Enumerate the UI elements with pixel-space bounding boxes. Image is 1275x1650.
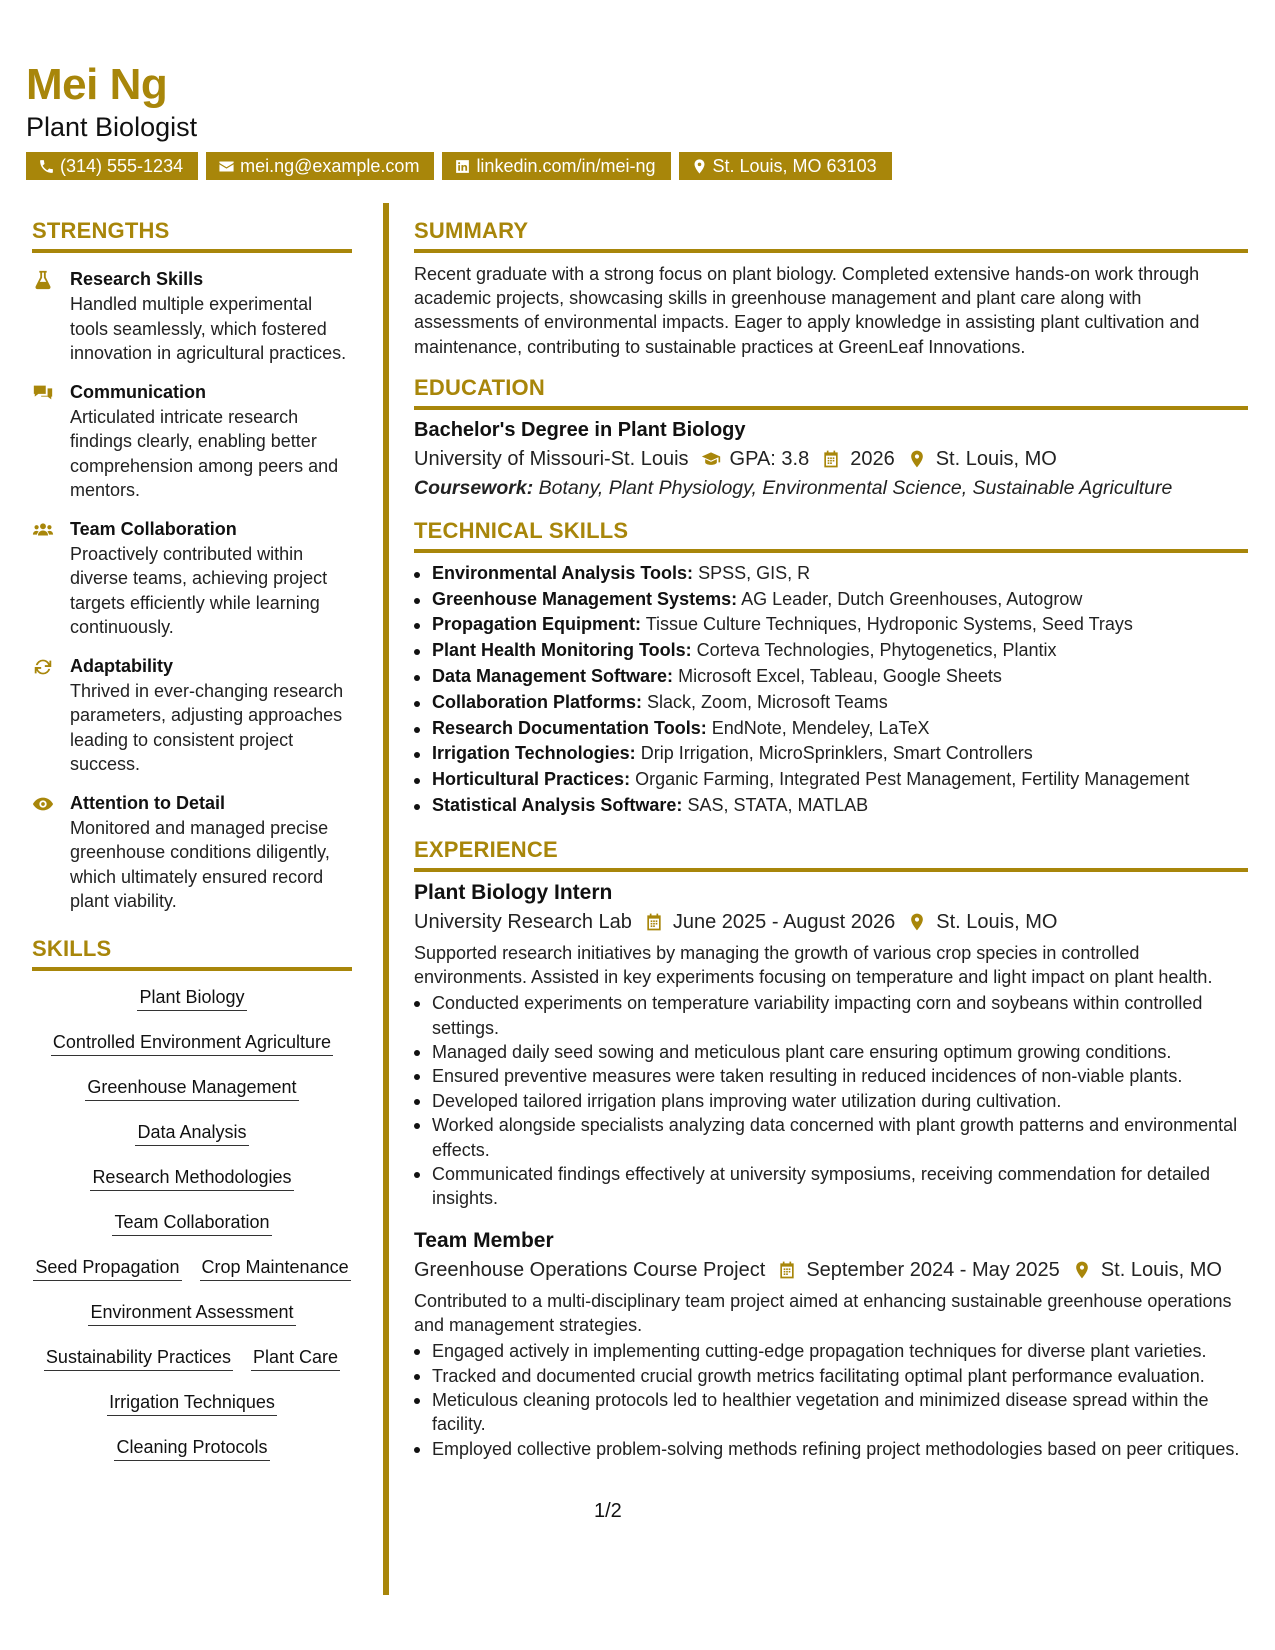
skill-label: Environmental Analysis Tools: [432,562,694,583]
skill-label: Collaboration Platforms: [432,691,643,712]
skill-tag: Plant Biology [137,985,246,1011]
list-item [414,561,1248,587]
job-org: Greenhouse Operations Course Project [414,1258,766,1281]
list-item: Communicated findings effectively at university symposiums, receiving commendation for detailed insights. [414,1162,1248,1211]
calendar-icon [777,1260,797,1280]
skill-tag: Controlled Environment Agriculture [51,1030,333,1056]
skills-list [32,985,352,1480]
education-heading: EDUCATION [414,375,1248,410]
skill-value: SPSS, GIS, R [698,562,811,583]
skill-tag: Crop Maintenance [200,1255,351,1281]
list-item [414,638,1248,664]
job-org: University Research Lab [414,910,632,933]
list-item: Meticulous cleaning protocols led to healthier vegetation and minimized disease spread within the facility. [414,1388,1248,1437]
comments-icon [32,382,54,404]
contact-email-text: mei.ng@example.com [240,156,420,176]
job-entry [414,1229,1248,1461]
job-bullets [414,1339,1248,1461]
skill-tag: Greenhouse Management [85,1075,298,1101]
left-column [32,218,352,1480]
graduation-cap-icon [701,449,721,469]
calendar-icon [644,912,664,932]
contact-linkedin-text: linkedin.com/in/mei-ng [476,156,656,176]
skill-value: Tissue Culture Techniques, Hydroponic Systems, Seed Trays [645,614,1133,635]
skill-tag: Plant Care [251,1345,340,1371]
list-item: Ensured preventive measures were taken resulting in reduced incidences of non-viable plants. [414,1064,1248,1088]
job-location: St. Louis, MO [936,910,1058,933]
column-divider [383,203,389,1595]
skill-label: Irrigation Technologies: [432,743,636,764]
strength-title: Adaptability [70,655,174,676]
calendar-icon [821,449,841,469]
page-number: 1/2 [594,1500,622,1522]
list-item [414,793,1248,819]
coursework-list: Botany, Plant Physiology, Environmental Science, Sustainable Agriculture [538,476,1173,499]
skill-label: Statistical Analysis Software: [432,794,683,815]
skill-label: Greenhouse Management Systems: [432,588,738,609]
list-item [414,690,1248,716]
list-item: Developed tailored irrigation plans improving water utilization during cultivation. [414,1089,1248,1113]
strength-item [32,791,352,914]
map-pin-icon [691,158,708,175]
list-item: Worked alongside specialists analyzing data concerned with plant growth patterns and environmental effects. [414,1113,1248,1162]
job-title: Team Member [414,1228,554,1252]
coursework-label: Coursework: [414,476,534,499]
graduation-year: 2026 [850,447,895,470]
contact-location [679,152,892,180]
strength-title: Research Skills [70,269,204,289]
job-meta [414,1259,1248,1282]
strength-text: Monitored and managed precise greenhouse conditions diligently, which ultimately ensured record plant viability. [70,817,330,911]
list-item [414,612,1248,638]
map-pin-icon [907,912,927,932]
experience-heading: EXPERIENCE [414,837,1248,872]
skill-label: Research Documentation Tools: [432,717,707,738]
gpa: GPA: 3.8 [729,447,810,470]
skill-value: Organic Farming, Integrated Pest Management, Fertility Management [635,769,1190,790]
list-item [414,716,1248,742]
list-item: Engaged actively in implementing cutting-edge propagation techniques for diverse plant varieties. [414,1339,1248,1363]
skill-value: Slack, Zoom, Microsoft Teams [647,691,888,712]
summary-heading: SUMMARY [414,218,1248,253]
skill-tag: Data Analysis [135,1120,248,1146]
users-icon [32,519,54,541]
sync-icon [32,656,54,678]
school-location: St. Louis, MO [935,447,1057,470]
technical-skills-list [414,561,1248,819]
strength-title: Team Collaboration [70,518,237,539]
job-meta [414,911,1248,934]
flask-icon [32,269,54,291]
list-item [414,767,1248,793]
job-dates: September 2024 - May 2025 [806,1258,1060,1281]
skill-label: Plant Health Monitoring Tools: [432,640,692,661]
strength-text: Handled multiple experimental tools seamlessly, which fostered innovation in agricultural practices. [70,294,347,363]
skill-tag: Team Collaboration [112,1210,271,1236]
skills-heading: SKILLS [32,936,352,971]
map-pin-icon [1072,1260,1092,1280]
contact-phone-text: (314) 555-1234 [60,156,184,176]
contact-phone[interactable] [26,152,198,180]
skill-value: AG Leader, Dutch Greenhouses, Autogrow [741,588,1083,609]
skill-label: Horticultural Practices: [432,769,631,790]
skill-tag: Sustainability Practices [44,1345,233,1371]
list-item: Tracked and documented crucial growth metrics facilitating optimal plant performance evaluation. [414,1364,1248,1388]
list-item [414,587,1248,613]
list-item [414,741,1248,767]
job-bullets [414,991,1248,1211]
skill-value: Drip Irrigation, MicroSprinklers, Smart Controllers [640,743,1033,764]
list-item [414,664,1248,690]
school-name: University of Missouri-St. Louis [414,447,689,470]
linkedin-icon [454,158,471,175]
strength-item [32,267,352,366]
strength-text: Thrived in ever-changing research parameters, adjusting approaches leading to consistent project success. [70,680,344,774]
list-item: Managed daily seed sowing and meticulous plant care ensuring optimum growing conditions. [414,1040,1248,1064]
skill-tag: Seed Propagation [33,1255,181,1281]
skill-value: EndNote, Mendeley, LaTeX [711,717,930,738]
skill-value: Corteva Technologies, Phytogenetics, Plantix [696,640,1057,661]
strength-item [32,380,352,503]
contact-location-text: St. Louis, MO 63103 [712,156,877,176]
envelope-icon [218,158,235,175]
skill-tag: Research Methodologies [90,1165,293,1191]
strength-text: Proactively contributed within diverse teams, achieving project targets efficiently while learning continuously. [70,543,328,637]
list-item: Employed collective problem-solving methods refining project methodologies based on peer critiques. [414,1437,1248,1461]
degree-title: Bachelor's Degree in Plant Biology [414,418,746,441]
contact-email[interactable] [206,152,434,180]
strength-title: Communication [70,381,207,402]
job-location: St. Louis, MO [1100,1258,1222,1281]
coursework [414,477,1248,500]
eye-icon [32,793,54,815]
summary-text: Recent graduate with a strong focus on plant biology. Completed extensive hands-on work through academic projects, showcasing skills in greenhouse management and plant care along with assessments of environmental impacts. Eager to apply knowledge in assisting plant cultivation and maintenance, contributing to sustainable practices at GreenLeaf Innovations. [414,264,1200,357]
skill-tag: Environment Assessment [88,1300,295,1326]
strength-text: Articulated intricate research findings clearly, enabling better comprehension among peers and mentors. [70,406,339,500]
skill-label: Data Management Software: [432,666,674,686]
strengths-heading: STRENGTHS [32,218,352,253]
skill-value: Microsoft Excel, Tableau, Google Sheets [678,666,1002,686]
strength-item [32,517,352,640]
job-entry [414,881,1248,1211]
skill-tag: Irrigation Techniques [107,1390,277,1416]
candidate-name: Mei Ng [26,60,168,109]
map-pin-icon [907,449,927,469]
skill-label: Propagation Equipment: [432,614,641,635]
contact-linkedin[interactable] [442,152,670,180]
job-title: Plant Biology Intern [414,880,613,904]
phone-icon [38,158,55,175]
list-item: Conducted experiments on temperature variability impacting corn and soybeans within controlled settings. [414,991,1248,1040]
technical-skills-heading: TECHNICAL SKILLS [414,518,1248,553]
candidate-role: Plant Biologist [26,112,198,142]
strength-item [32,654,352,777]
contact-bar [26,152,892,180]
job-description: Supported research initiatives by managing the growth of various crop species in controlled environments. Assisted in key experiments focusing on temperature and light impact on plant health. [414,942,1213,987]
education-meta [414,448,1248,471]
skill-value: SAS, STATA, MATLAB [687,794,869,815]
job-description: Contributed to a multi-disciplinary team project aimed at enhancing sustainable greenhouse operations and management strategies. [414,1290,1232,1336]
right-column [414,218,1248,1461]
skill-tag: Cleaning Protocols [114,1435,269,1461]
job-dates: June 2025 - August 2026 [672,910,896,933]
strength-title: Attention to Detail [70,792,225,813]
